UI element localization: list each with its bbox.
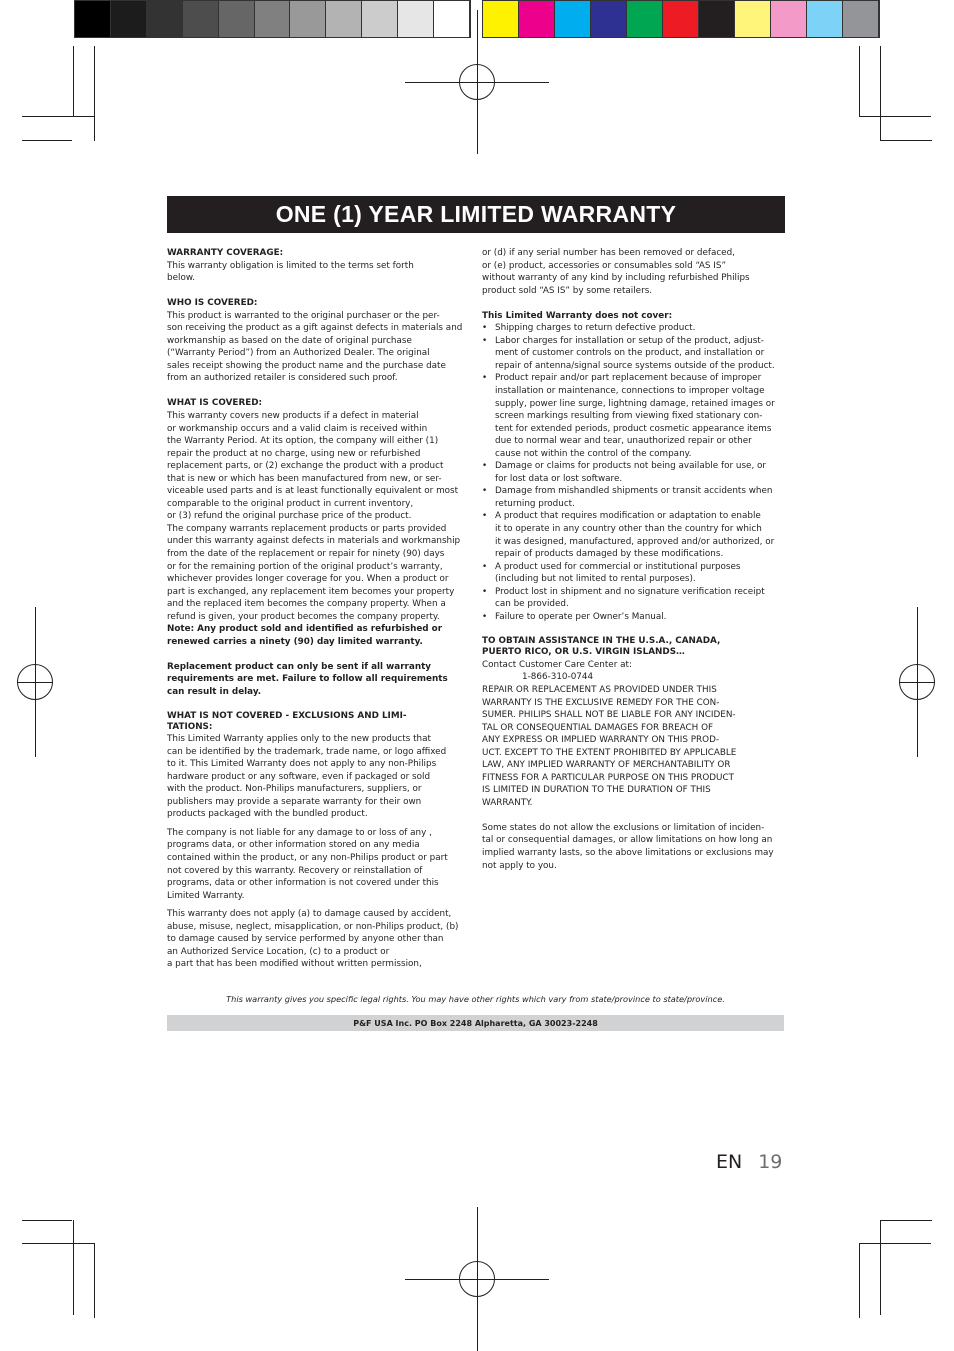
not-covered-text: [167, 733, 469, 821]
text-line: • Failure to operate per Owner’s Manual.: [495, 611, 667, 622]
color-swatch: [398, 1, 434, 37]
color-swatch: [434, 1, 470, 37]
list-item: [482, 335, 784, 373]
text-line: This warranty obligation is limited to the terms set forth: [167, 260, 414, 271]
color-swatch: [843, 1, 879, 37]
page-language: EN: [716, 1151, 743, 1173]
text-line: The company is not liable for any damage to or loss of any ,: [167, 827, 432, 838]
text-line: This product is warranted to the original purchaser or the per-: [167, 310, 440, 321]
color-swatch: [326, 1, 362, 37]
text-line: Replacement product can only be sent if all warranty: [167, 661, 432, 672]
text-line: an Authorized Service Location, (c) to a product or: [167, 946, 390, 957]
text-line: with the product. Non-Philips manufacturers, suppliers, or: [167, 784, 422, 795]
text-line: workmanship as based on the date of original purchase: [167, 335, 412, 346]
list-item: [482, 372, 784, 460]
text-line: and the replaced item becomes the company property. When a: [167, 599, 446, 610]
refurbished-note: [167, 623, 469, 648]
crop-mark: [859, 1243, 860, 1318]
text-line: FITNESS FOR A PARTICULAR PURPOSE ON THIS PRODUCT: [482, 772, 735, 783]
text-line: son receiving the product as a gift against defects in materials and: [167, 323, 463, 334]
text-line: This Limited Warranty applies only to the new products that: [167, 734, 431, 745]
text-line: returning product.: [495, 498, 575, 509]
crop-mark: [22, 1220, 72, 1221]
color-swatch: [147, 1, 183, 37]
crop-mark: [859, 1243, 931, 1244]
list-item: [482, 510, 784, 560]
text-line: cause not within the control of the company.: [495, 448, 692, 459]
text-line: comparable to the original product in current inventory,: [167, 498, 414, 509]
crop-mark: [22, 116, 94, 117]
text-line: part is exchanged, any replacement item becomes your property: [167, 586, 455, 597]
registration-line: [477, 1207, 478, 1351]
not-covered-heading: [167, 711, 469, 733]
coverage-text: [167, 260, 469, 285]
text-line: • Labor charges for installation or setup of the product, adjust-: [495, 335, 764, 346]
text-line: sales receipt showing the product name and the purchase date: [167, 360, 446, 371]
phone-number: 1-866-310-0744: [522, 672, 594, 683]
text-line: or (3) refund the original purchase price of the product.: [167, 511, 412, 522]
text-line: • Damage or claims for products not being available for use, or: [495, 461, 767, 472]
text-line: a part that has been modified without written permission,: [167, 959, 422, 970]
text-line: or (d) if any serial number has been removed or defaced,: [482, 248, 735, 258]
replacement-note: [167, 661, 469, 699]
text-line: • Damage from mishandled shipments or transit accidents when: [495, 486, 773, 497]
text-line: repair of antenna/signal source systems outside of the product.: [495, 360, 775, 371]
what-covered-heading: WHAT IS COVERED:: [167, 398, 263, 409]
color-swatch: [219, 1, 255, 37]
text-line: WHAT IS NOT COVERED - EXCLUSIONS AND LIMI-: [167, 711, 407, 722]
text-line: repair of products damaged by these modifications.: [495, 549, 724, 560]
exclusions-list: [482, 322, 784, 623]
text-line: supply, power line surge, lightning damage, retained images or: [495, 398, 775, 409]
text-line: hardware product or any software, even if packaged or sold: [167, 771, 431, 782]
text-line: to damage caused by service performed by anyone other than: [167, 934, 444, 945]
text-line: ment of customer controls on the product, and installation or: [495, 348, 765, 359]
text-line: for lost data or lost software.: [495, 473, 623, 484]
color-swatch-bar: [482, 0, 880, 38]
text-line: or (e) product, accessories or consumables sold “AS IS”: [482, 260, 727, 271]
text-line: it was designed, manufactured, approved and/or authorized, or: [495, 536, 775, 547]
text-line: or workmanship occurs and a valid claim is received within: [167, 423, 428, 434]
not-apply-text: [167, 908, 469, 971]
gray-scale-bar: [74, 0, 471, 38]
text-line: abuse, misuse, neglect, misapplication, or non-Philips product, (b): [167, 921, 459, 932]
text-line: LAW, ANY IMPLIED WARRANTY OF MERCHANTABILITY OR: [482, 760, 731, 771]
text-line: or for the remaining portion of the original product’s warranty,: [167, 561, 443, 572]
text-line: Some states do not allow the exclusions or limitation of inciden-: [482, 822, 765, 833]
text-line: not apply to you.: [482, 860, 557, 871]
crop-mark: [73, 1220, 74, 1315]
text-line: • Product lost in shipment and no signature verification receipt: [495, 586, 765, 597]
coverage-heading: WARRANTY COVERAGE:: [167, 248, 284, 258]
list-item: [482, 586, 784, 611]
text-line: due to normal wear and tear, unauthorized repair or other: [495, 436, 752, 447]
text-line: This warranty does not apply (a) to damage caused by accident,: [167, 909, 452, 920]
text-line: viceable used parts and is at least functionally equivalent or most: [167, 486, 459, 497]
registration-line: [477, 10, 478, 154]
remedy-text: [482, 684, 784, 809]
registration-line: [917, 607, 918, 757]
text-line: IS LIMITED IN DURATION TO THE DURATION OF THIS: [482, 785, 711, 796]
continued-text: [482, 247, 784, 297]
color-swatch: [591, 1, 627, 37]
not-cover-heading: This Limited Warranty does not cover:: [482, 310, 673, 321]
who-covered-heading: WHO IS COVERED:: [167, 298, 258, 309]
color-swatch: [111, 1, 147, 37]
text-line: programs data, or other information stored on any media: [167, 840, 420, 851]
left-column: [167, 247, 469, 971]
crop-mark: [859, 46, 860, 116]
text-line: refund is given, your product becomes the company property.: [167, 611, 440, 622]
color-swatch: [362, 1, 398, 37]
text-line: implied warranty lasts, so the above limitations or exclusions may: [482, 848, 774, 859]
text-line: programs, data or other information is not covered under this: [167, 878, 439, 889]
contact-text: Contact Customer Care Center at:: [482, 659, 632, 670]
text-line: This warranty covers new products if a defect in material: [167, 411, 419, 422]
text-line: (“Warranty Period”) from an Authorized Dealer. The original: [167, 348, 430, 359]
text-line: requirements are met. Failure to follow all requirements: [167, 674, 448, 685]
text-line: from an authorized retailer is considered such proof.: [167, 373, 398, 384]
text-line: under this warranty against defects in materials and workmanship: [167, 536, 461, 547]
text-line: below.: [167, 273, 196, 284]
text-line: without warranty of any kind by including refurbished Philips: [482, 273, 750, 284]
text-line: repair the product at no charge, using new or refurbished: [167, 448, 421, 459]
what-covered-text: [167, 410, 469, 623]
text-line: replacement parts, or (2) exchange the product with a product: [167, 461, 444, 472]
color-swatch: [555, 1, 591, 37]
color-swatch: [255, 1, 291, 37]
text-line: not covered by this warranty. Recovery or reinstallation of: [167, 865, 423, 876]
text-line: WARRANTY.: [482, 797, 533, 808]
text-line: • A product that requires modification or adaptation to enable: [495, 511, 761, 522]
page-title: ONE (1) YEAR LIMITED WARRANTY: [167, 196, 785, 233]
text-line: renewed carries a ninety (90) day limited warranty.: [167, 636, 423, 647]
crop-mark: [94, 1243, 95, 1318]
text-line: can be provided.: [495, 599, 569, 610]
address-bar: P&F USA Inc. PO Box 2248 Alpharetta, GA 30023-2248: [167, 1015, 784, 1031]
text-line: it to operate in any country other than the country for which: [495, 523, 762, 534]
crop-mark: [880, 1220, 881, 1315]
page-marker: [716, 1151, 782, 1173]
list-item: [482, 485, 784, 510]
text-line: UCT. EXCEPT TO THE EXTENT PROHIBITED BY APPLICABLE: [482, 747, 737, 758]
text-line: SUMER. PHILIPS SHALL NOT BE LIABLE FOR ANY INCIDEN-: [482, 710, 736, 721]
liability-text: [167, 827, 469, 902]
crop-mark: [880, 140, 932, 141]
text-line: The company warrants replacement products or parts provided: [167, 523, 447, 534]
text-line: from the date of the replacement or repair for ninety (90) days: [167, 549, 445, 560]
text-line: can be identified by the trademark, trade name, or logo affixed: [167, 746, 447, 757]
color-swatch: [519, 1, 555, 37]
color-swatch: [183, 1, 219, 37]
text-line: WARRANTY IS THE EXCLUSIVE REMEDY FOR THE CON-: [482, 697, 720, 708]
who-covered-text: [167, 310, 469, 385]
text-line: tal or consequential damages, or allow limitations on how long an: [482, 835, 773, 846]
list-item: [482, 322, 784, 335]
text-line: PUERTO RICO, OR U.S. VIRGIN ISLANDS…: [482, 647, 685, 658]
color-swatch: [290, 1, 326, 37]
crop-mark: [94, 46, 95, 141]
text-line: ANY EXPRESS OR IMPLIED WARRANTY ON THIS PROD-: [482, 735, 720, 746]
text-line: publishers may provide a separate warranty for their own: [167, 796, 422, 807]
color-swatch: [735, 1, 771, 37]
crop-mark: [880, 46, 881, 141]
text-line: • A product used for commercial or institutional purposes: [495, 561, 741, 572]
text-line: screen markings resulting from viewing fixed stationary con-: [495, 411, 763, 422]
text-line: can result in delay.: [167, 687, 262, 697]
crop-mark: [859, 116, 931, 117]
text-line: REPAIR OR REPLACEMENT AS PROVIDED UNDER THIS: [482, 684, 717, 695]
text-line: TO OBTAIN ASSISTANCE IN THE U.S.A., CANADA,: [482, 635, 721, 646]
text-line: to it. This Limited Warranty does not apply to any non-Philips: [167, 759, 437, 770]
color-swatch: [699, 1, 735, 37]
page-number: 19: [758, 1151, 783, 1173]
color-swatch: [771, 1, 807, 37]
text-line: the Warranty Period. At its option, the company will either (1): [167, 436, 439, 447]
crop-mark: [73, 46, 74, 116]
text-line: • Shipping charges to return defective product.: [495, 323, 696, 334]
text-line: TATIONS:: [167, 722, 213, 733]
crop-mark: [22, 1243, 94, 1244]
color-swatch: [75, 1, 111, 37]
crop-mark: [880, 1220, 932, 1221]
crop-mark: [22, 140, 72, 141]
text-line: Limited Warranty.: [167, 890, 245, 901]
text-line: Note: Any product sold and identified as refurbished or: [167, 624, 443, 635]
list-item: [482, 561, 784, 586]
color-swatch: [807, 1, 843, 37]
text-line: TAL OR CONSEQUENTIAL DAMAGES FOR BREACH OF: [482, 722, 714, 733]
footer-note: This warranty gives you specific legal rights. You may have other rights which vary from state/province to state/province.: [226, 994, 725, 1004]
right-column: [482, 247, 784, 872]
text-line: contained within the product, or any non-Philips product or part: [167, 852, 448, 863]
text-line: products packaged with the bundled product.: [167, 809, 368, 820]
list-item: [482, 611, 784, 624]
registration-line: [35, 607, 36, 757]
text-line: (including but not limited to rental purposes).: [495, 574, 696, 585]
states-text: [482, 822, 784, 872]
text-line: tent for extended periods, product cosmetic appearance items: [495, 423, 772, 434]
color-swatch: [483, 1, 519, 37]
assistance-heading: [482, 636, 784, 659]
list-item: [482, 460, 784, 485]
text-line: product sold “AS IS” by some retailers.: [482, 285, 653, 296]
color-swatch: [663, 1, 699, 37]
text-line: that is new or which has been manufactured from new, or ser-: [167, 473, 442, 484]
text-line: whichever provides longer coverage for you. When a product or: [167, 574, 449, 585]
text-line: • Product repair and/or part replacement because of improper: [495, 373, 762, 384]
color-swatch: [627, 1, 663, 37]
text-line: installation or maintenance, connections to improper voltage: [495, 385, 765, 396]
